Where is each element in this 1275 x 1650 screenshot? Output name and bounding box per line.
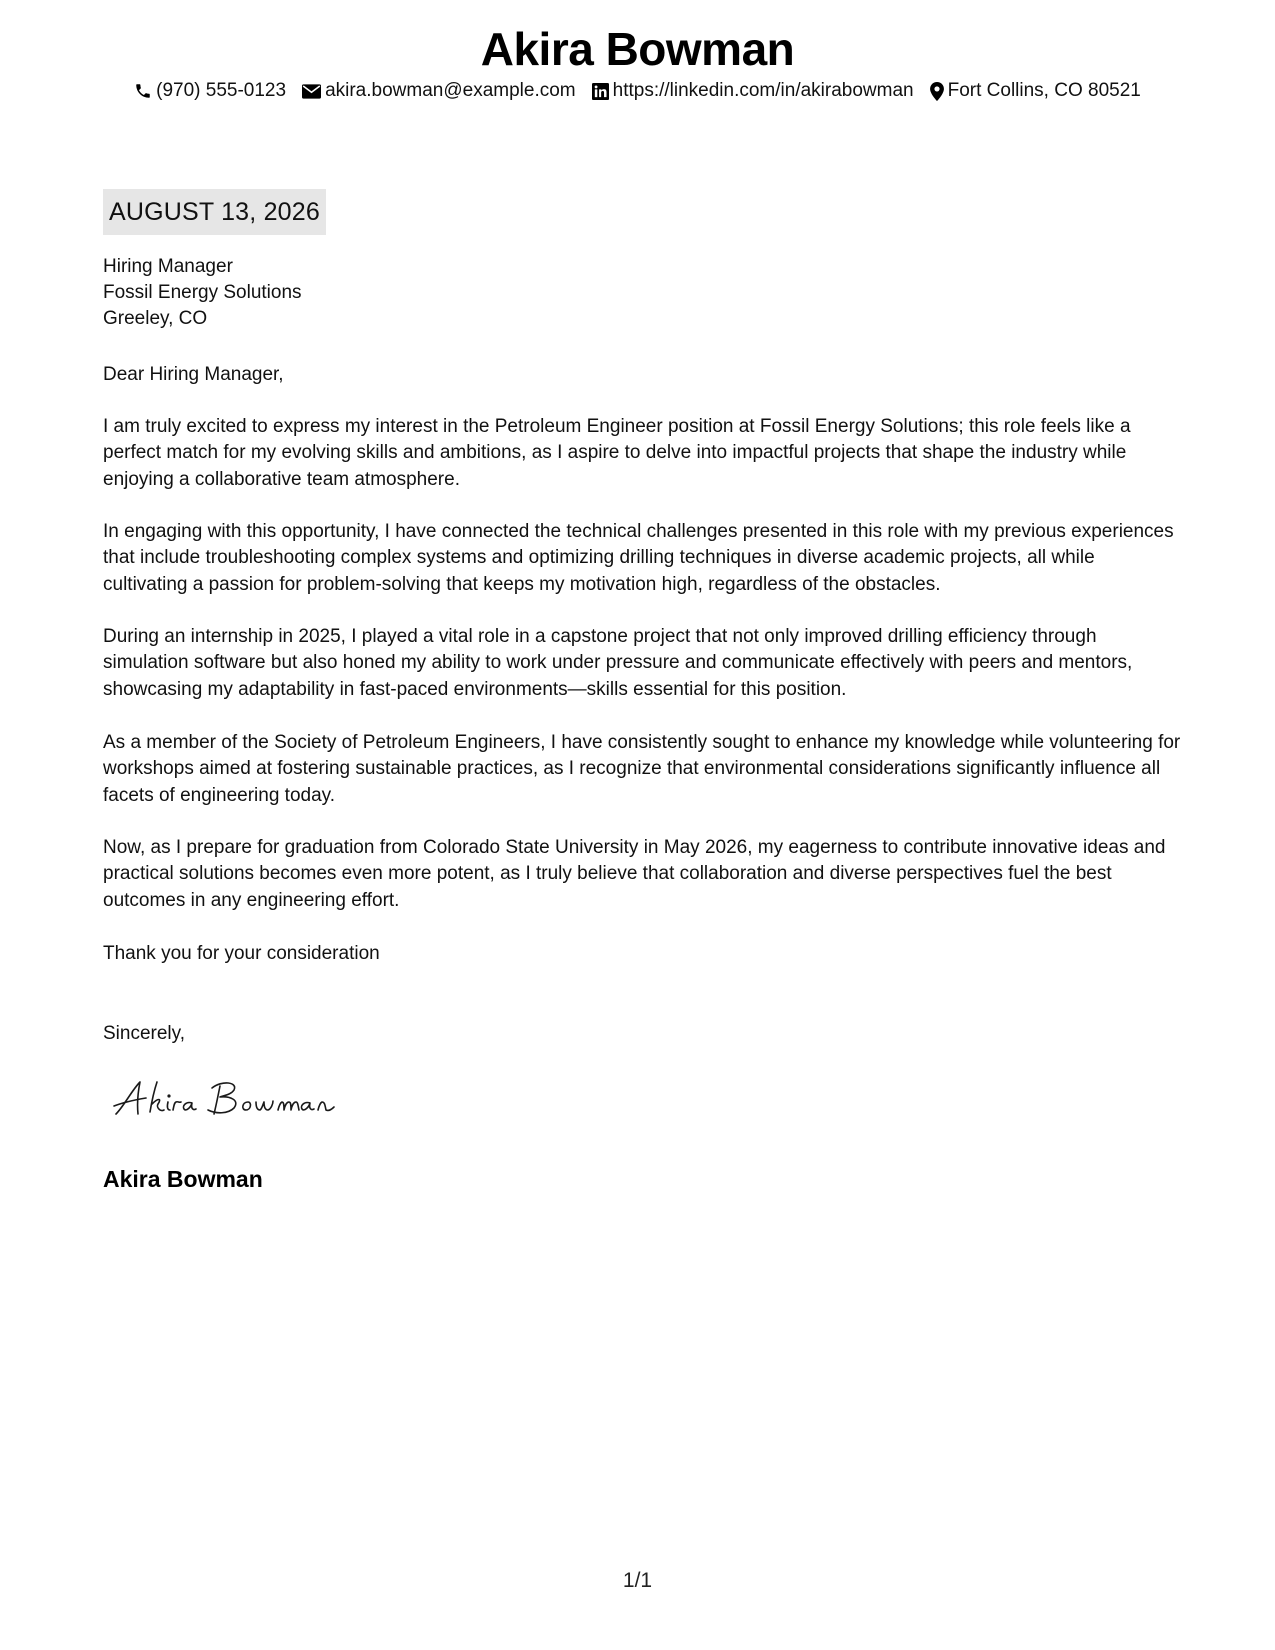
letter-date: AUGUST 13, 2026 <box>103 189 326 235</box>
linkedin-text: https://linkedin.com/in/akirabowman <box>612 80 914 101</box>
salutation: Dear Hiring Manager, <box>103 364 284 385</box>
body-paragraph: In engaging with this opportunity, I have connected the technical challenges presented in this role with my previous experiences that include troubleshooting complex systems and optimizing drilling techniques in diverse academic projects, all while cultivating a passion for problem-solving that keeps my motivation high, regardless of the obstacles. <box>103 521 1174 595</box>
recipient-title: Hiring Manager <box>103 256 233 277</box>
map-pin-icon <box>930 82 944 101</box>
body-paragraph: I am truly excited to express my interest in the Petroleum Engineer position at Fossil Energy Solutions; this role feels like a perfect match for my evolving skills and ambitions, as I aspire to delve into impactful projects that shape the industry while enjoying a collaborative team atmosphere. <box>103 416 1131 490</box>
location-text: Fort Collins, CO 80521 <box>947 80 1141 101</box>
envelope-icon <box>302 84 321 99</box>
body-paragraph: Now, as I prepare for graduation from Colorado State University in May 2026, my eagerness to contribute innovative ideas and practical solutions becomes even more potent, as I truly believe that collaboration and diverse perspectives fuel the best outcomes in any engineering effort. <box>103 837 1166 911</box>
contact-location <box>930 78 1141 104</box>
closing-thanks: Thank you for your consideration <box>103 943 380 964</box>
signature-image <box>110 1076 360 1126</box>
signer-name: Akira Bowman <box>103 1166 263 1192</box>
linkedin-icon <box>592 83 609 100</box>
body-paragraph: As a member of the Society of Petroleum Engineers, I have consistently sought to enhance my knowledge while volunteering for workshops aimed at fostering sustainable practices, as I recognize that environmental considerations significantly influence all facets of engineering today. <box>103 732 1181 806</box>
recipient-block <box>103 254 302 332</box>
applicant-name-heading: Akira Bowman <box>480 23 795 75</box>
valediction: Sincerely, <box>103 1023 186 1044</box>
email-text: akira.bowman@example.com <box>325 80 576 101</box>
page-indicator: 1/1 <box>622 1569 653 1592</box>
recipient-location: Greeley, CO <box>103 308 208 329</box>
handwritten-signature <box>110 1076 360 1126</box>
contact-linkedin <box>592 78 914 104</box>
contact-info-row <box>0 78 1275 104</box>
phone-text: (970) 555-0123 <box>156 80 287 101</box>
body-paragraph: During an internship in 2025, I played a vital role in a capstone project that not only improved drilling efficiency through simulation software but also honed my ability to work under pressure and communicate effectively with peers and mentors, showcasing my adaptability in fast-paced environments—skills essential for this position. <box>103 626 1133 700</box>
contact-phone <box>134 78 286 104</box>
contact-email <box>302 78 576 104</box>
recipient-company: Fossil Energy Solutions <box>103 282 302 303</box>
phone-icon <box>134 82 152 100</box>
